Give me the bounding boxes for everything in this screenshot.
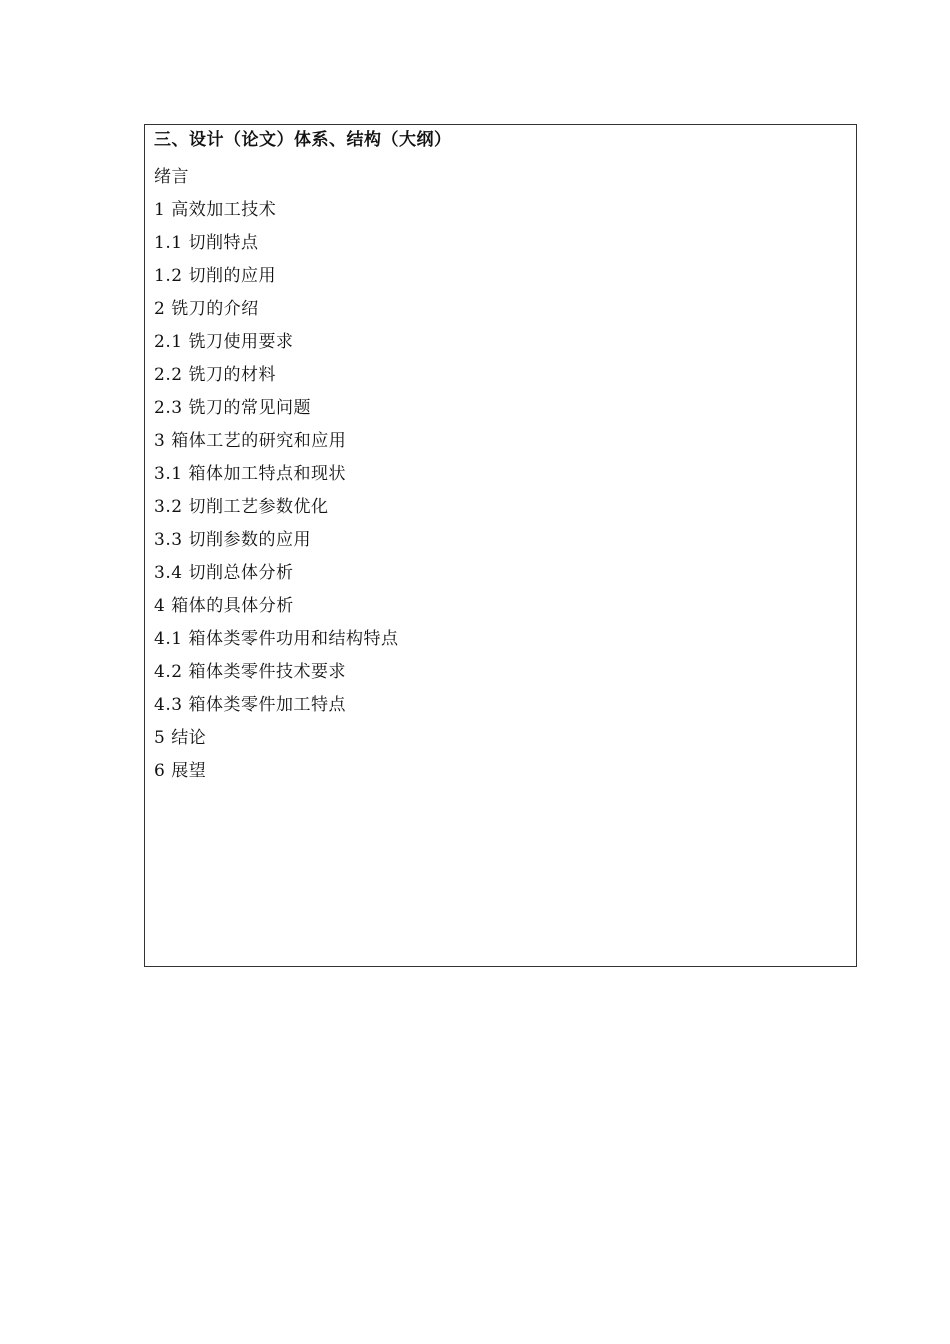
outline-item: 4.3 箱体类零件加工特点 (154, 695, 346, 715)
outline-item: 3.2 切削工艺参数优化 (154, 497, 329, 517)
outline-item: 4.1 箱体类零件功用和结构特点 (154, 629, 399, 649)
outline-item: 绪言 (154, 167, 189, 187)
outline-table-cell (144, 124, 857, 967)
outline-item: 1.1 切削特点 (154, 233, 259, 253)
outline-item: 3 箱体工艺的研究和应用 (154, 431, 347, 451)
outline-item: 6 展望 (154, 761, 207, 781)
outline-list (154, 161, 398, 788)
outline-item: 4 箱体的具体分析 (154, 596, 294, 616)
outline-item: 2.3 铣刀的常见问题 (154, 398, 311, 418)
outline-item: 3.1 箱体加工特点和现状 (154, 464, 346, 484)
outline-item: 4.2 箱体类零件技术要求 (154, 662, 346, 682)
outline-item: 2 铣刀的介绍 (154, 299, 259, 319)
outline-item: 1.2 切削的应用 (154, 266, 276, 286)
outline-item: 2.2 铣刀的材料 (154, 365, 276, 385)
outline-item: 3.3 切削参数的应用 (154, 530, 311, 550)
section-title: 三、设计（论文）体系、结构（大纲） (154, 130, 452, 150)
outline-item: 5 结论 (154, 728, 207, 748)
outline-item: 1 高效加工技术 (154, 200, 277, 220)
outline-item: 3.4 切削总体分析 (154, 563, 294, 583)
outline-item: 2.1 铣刀使用要求 (154, 332, 294, 352)
